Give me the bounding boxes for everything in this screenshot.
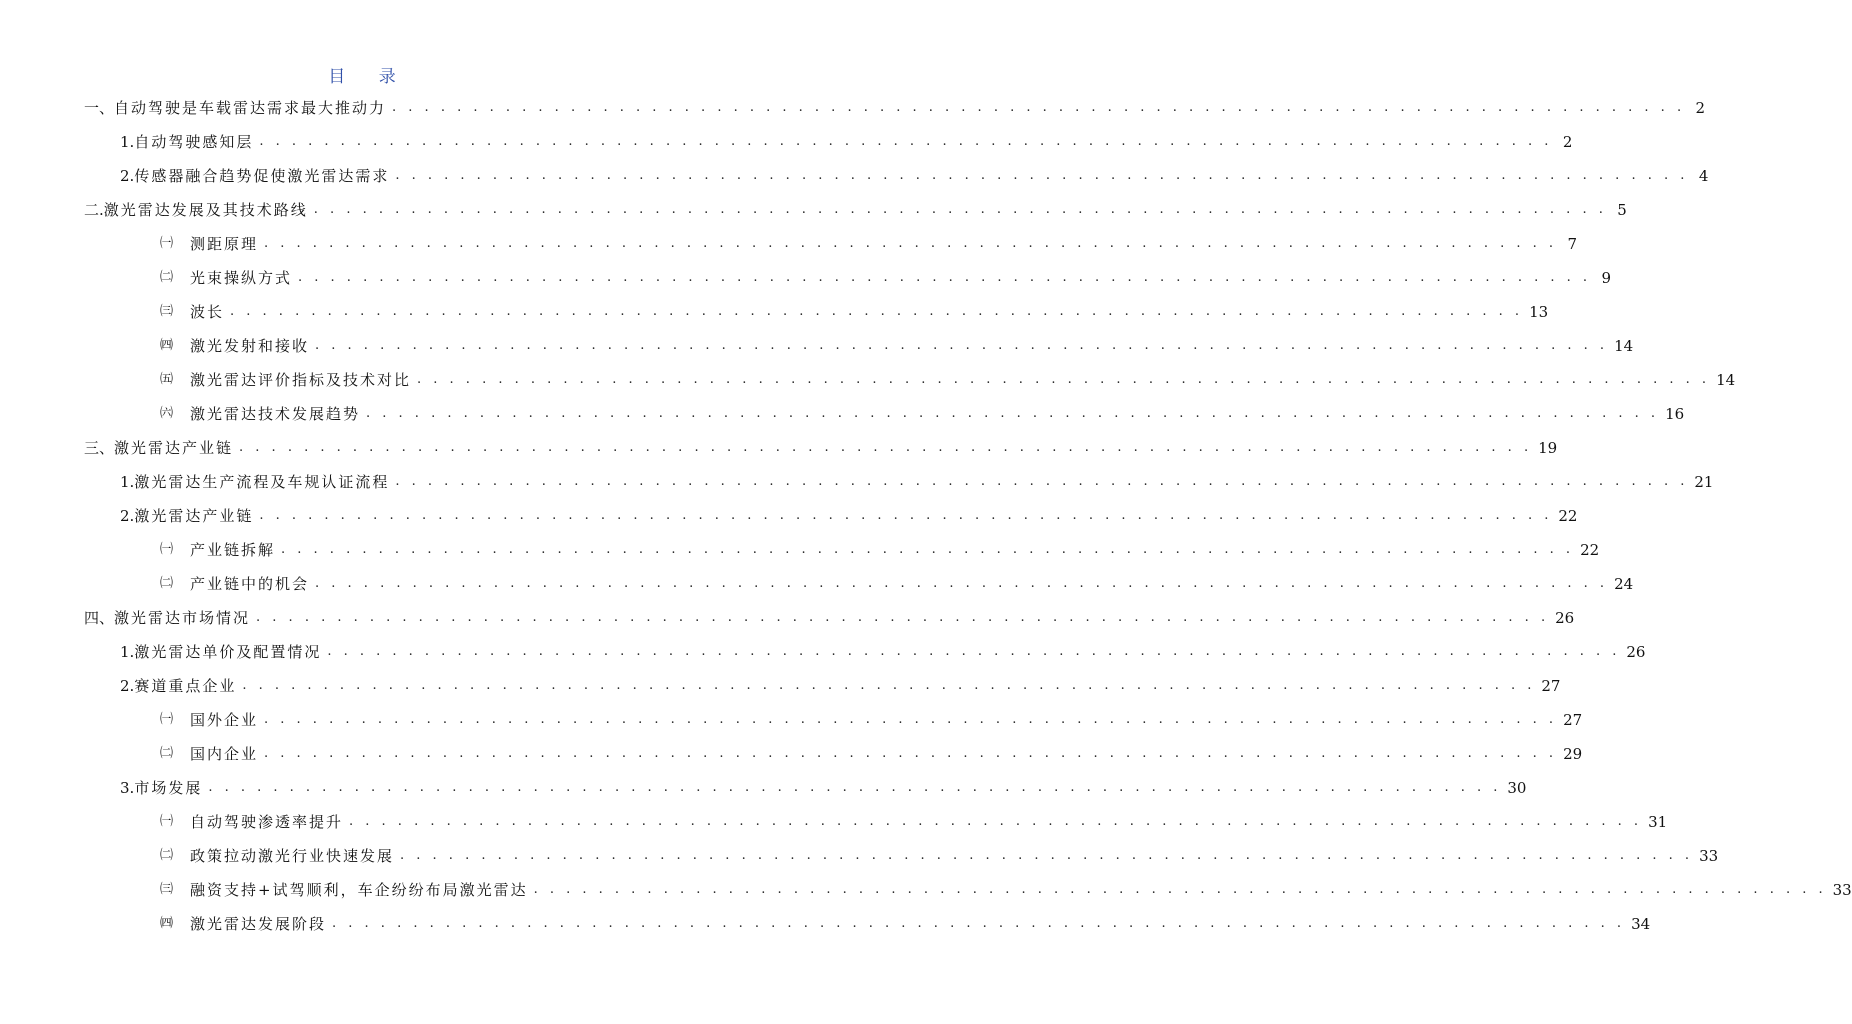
toc-entry[interactable] [0,227,1578,261]
toc-entry-number: 2. [120,507,135,525]
toc-entry-title: 波长 [190,303,225,321]
toc-entry-title: 政策拉动激光行业快速发展 [190,847,395,865]
toc-page-number: 21 [1694,473,1714,491]
toc-list [0,91,1852,941]
toc-entry-number: ㈢ [160,304,174,319]
toc-page-number: 19 [1538,439,1558,457]
toc-dot-leader: . . . . . . . . . . . . . . . . . . . . . . . . . . . . . . . . . . . . . . . . . . . . . . . . . . . . . . . . . . . . . . . . . . . . . . . . . . . . . . . . [366,406,1660,421]
toc-page-number: 34 [1631,915,1651,933]
toc-entry-title: 国外企业 [190,711,259,729]
toc-entry-title: 激光雷达市场情况 [114,609,251,627]
toc-entry-title: 激光雷达发展阶段 [190,915,327,933]
toc-entry[interactable] [0,601,1575,635]
toc-entry-title: 激光雷达单价及配置情况 [134,643,322,661]
toc-entry[interactable] [0,397,1685,431]
toc-page-number: 2 [1695,99,1706,117]
toc-entry-number: 1. [120,133,135,151]
toc-dot-leader: . . . . . . . . . . . . . . . . . . . . . . . . . . . . . . . . . . . . . . . . . . . . . . . . . . . . . . . . . . . . . . . . . . . . . . . . . . . . . . . . [242,678,1536,693]
toc-dot-leader: . . . . . . . . . . . . . . . . . . . . . . . . . . . . . . . . . . . . . . . . . . . . . . . . . . . . . . . . . . . . . . . . . . . . . . . . . . . . . . . . [533,882,1827,897]
toc-entry[interactable] [0,873,1852,907]
toc-entry[interactable] [0,431,1558,465]
toc-dot-leader: . . . . . . . . . . . . . . . . . . . . . . . . . . . . . . . . . . . . . . . . . . . . . . . . . . . . . . . . . . . . . . . . . . . . . . . . . . . . . . . . [298,270,1592,285]
toc-entry[interactable] [0,295,1549,329]
toc-entry-number: 2. [120,167,135,185]
toc-page-number: 14 [1716,371,1736,389]
toc-entry-number: ㈡ [160,746,174,761]
toc-page-number: 26 [1626,643,1646,661]
toc-page-number: 29 [1563,745,1583,763]
toc-entry[interactable] [0,533,1600,567]
toc-page-number: 4 [1698,167,1709,185]
toc-entry[interactable] [0,703,1583,737]
toc-entry-title: 国内企业 [190,745,259,763]
toc-dot-leader: . . . . . . . . . . . . . . . . . . . . . . . . . . . . . . . . . . . . . . . . . . . . . . . . . . . . . . . . . . . . . . . . . . . . . . . . . . . . . . . . [395,168,1689,183]
toc-entry-number: ㈣ [160,338,174,353]
toc-entry-title: 测距原理 [190,235,259,253]
toc-entry[interactable] [0,261,1612,295]
toc-page-number: 33 [1699,847,1719,865]
toc-entry[interactable] [0,635,1646,669]
toc-entry-title: 传感器融合趋势促使激光雷达需求 [134,167,390,185]
toc-dot-leader: . . . . . . . . . . . . . . . . . . . . . . . . . . . . . . . . . . . . . . . . . . . . . . . . . . . . . . . . . . . . . . . . . . . . . . . . . . . . . . . . [256,610,1550,625]
toc-dot-leader: . . . . . . . . . . . . . . . . . . . . . . . . . . . . . . . . . . . . . . . . . . . . . . . . . . . . . . . . . . . . . . . . . . . . . . . . . . . . . . . . [395,474,1689,489]
toc-entry-number: ㈡ [160,270,174,285]
toc-dot-leader: . . . . . . . . . . . . . . . . . . . . . . . . . . . . . . . . . . . . . . . . . . . . . . . . . . . . . . . . . . . . . . . . . . . . . . . . . . . . . . . . [264,712,1558,727]
toc-dot-leader: . . . . . . . . . . . . . . . . . . . . . . . . . . . . . . . . . . . . . . . . . . . . . . . . . . . . . . . . . . . . . . . . . . . . . . . . . . . . . . . . [264,746,1558,761]
toc-page-number: 22 [1558,507,1578,525]
toc-dot-leader: . . . . . . . . . . . . . . . . . . . . . . . . . . . . . . . . . . . . . . . . . . . . . . . . . . . . . . . . . . . . . . . . . . . . . . . . . . . . . . . . [349,814,1643,829]
toc-dot-leader: . . . . . . . . . . . . . . . . . . . . . . . . . . . . . . . . . . . . . . . . . . . . . . . . . . . . . . . . . . . . . . . . . . . . . . . . . . . . . . . . [230,304,1524,319]
toc-entry-title: 激光雷达产业链 [134,507,254,525]
toc-entry-number: ㈡ [160,848,174,863]
toc-entry[interactable] [0,363,1736,397]
toc-entry[interactable] [0,567,1634,601]
toc-entry-title: 融资支持+试驾顺利，车企纷纷布局激光雷达 [190,881,528,899]
toc-page-number: 24 [1614,575,1634,593]
toc-entry-title: 激光雷达技术发展趋势 [190,405,361,423]
toc-page-number: 7 [1567,235,1578,253]
toc-page-number: 16 [1665,405,1685,423]
toc-entry[interactable] [0,329,1634,363]
toc-entry-number: 2. [120,677,135,695]
toc-entry-title: 市场发展 [134,779,203,797]
toc-entry-number: ㈡ [160,576,174,591]
toc-entry[interactable] [0,465,1714,499]
toc-entry[interactable] [0,805,1668,839]
toc-entry[interactable] [0,669,1561,703]
toc-entry[interactable] [0,159,1709,193]
toc-page-number: 13 [1529,303,1549,321]
toc-entry[interactable] [0,193,1627,227]
toc-page-number: 33 [1832,881,1852,899]
toc-entry-title: 激光雷达发展及其技术路线 [103,201,308,219]
toc-dot-leader: . . . . . . . . . . . . . . . . . . . . . . . . . . . . . . . . . . . . . . . . . . . . . . . . . . . . . . . . . . . . . . . . . . . . . . . . . . . . . . . . [259,508,1553,523]
toc-page-number: 5 [1617,201,1627,219]
toc-page-number: 22 [1580,541,1600,559]
toc-dot-leader: . . . . . . . . . . . . . . . . . . . . . . . . . . . . . . . . . . . . . . . . . . . . . . . . . . . . . . . . . . . . . . . . . . . . . . . . . . . . . . . . [400,848,1694,863]
toc-page-number: 9 [1601,269,1612,287]
toc-dot-leader: . . . . . . . . . . . . . . . . . . . . . . . . . . . . . . . . . . . . . . . . . . . . . . . . . . . . . . . . . . . . . . . . . . . . . . . . . . . . . . . . [332,916,1626,931]
toc-dot-leader: . . . . . . . . . . . . . . . . . . . . . . . . . . . . . . . . . . . . . . . . . . . . . . . . . . . . . . . . . . . . . . . . . . . . . . . . . . . . . . . . [315,576,1609,591]
toc-entry-number: 3. [120,779,135,797]
toc-page-number: 27 [1563,711,1583,729]
toc-entry-title: 自动驾驶感知层 [134,133,254,151]
toc-dot-leader: . . . . . . . . . . . . . . . . . . . . . . . . . . . . . . . . . . . . . . . . . . . . . . . . . . . . . . . . . . . . . . . . . . . . . . . . . . . . . . . . [239,440,1533,455]
toc-dot-leader: . . . . . . . . . . . . . . . . . . . . . . . . . . . . . . . . . . . . . . . . . . . . . . . . . . . . . . . . . . . . . . . . . . . . . . . . . . . . . . . . [259,134,1553,149]
toc-page-number: 2 [1562,133,1573,151]
toc-entry-number: 四、 [84,609,115,627]
toc-entry-title: 激光雷达评价指标及技术对比 [190,371,412,389]
toc-entry[interactable] [0,839,1719,873]
toc-entry-number: ㈥ [160,406,174,421]
toc-entry-title: 光束操纵方式 [190,269,293,287]
toc-entry-number: ㈠ [160,542,174,557]
toc-entry[interactable] [0,125,1573,159]
toc-entry[interactable] [0,737,1583,771]
toc-dot-leader: . . . . . . . . . . . . . . . . . . . . . . . . . . . . . . . . . . . . . . . . . . . . . . . . . . . . . . . . . . . . . . . . . . . . . . . . . . . . . . . . [313,202,1607,217]
toc-entry[interactable] [0,499,1578,533]
toc-title: 目 录 [328,67,410,87]
toc-entry[interactable] [0,91,1706,125]
toc-entry-number: ㈤ [160,372,174,387]
toc-dot-leader: . . . . . . . . . . . . . . . . . . . . . . . . . . . . . . . . . . . . . . . . . . . . . . . . . . . . . . . . . . . . . . . . . . . . . . . . . . . . . . . . [315,338,1609,353]
toc-entry-title: 自动驾驶渗透率提升 [190,813,344,831]
toc-entry[interactable] [0,907,1651,941]
toc-page-number: 26 [1555,609,1575,627]
toc-entry-title: 自动驾驶是车载雷达需求最大推动力 [114,99,387,117]
toc-dot-leader: . . . . . . . . . . . . . . . . . . . . . . . . . . . . . . . . . . . . . . . . . . . . . . . . . . . . . . . . . . . . . . . . . . . . . . . . . . . . . . . . [264,236,1558,251]
toc-entry-title: 赛道重点企业 [134,677,237,695]
toc-entry-title: 激光雷达生产流程及车规认证流程 [134,473,390,491]
toc-entry-title: 产业链中的机会 [190,575,310,593]
toc-entry-number: 1. [120,473,135,491]
toc-dot-leader: . . . . . . . . . . . . . . . . . . . . . . . . . . . . . . . . . . . . . . . . . . . . . . . . . . . . . . . . . . . . . . . . . . . . . . . . . . . . . . . . [208,780,1502,795]
toc-entry-number: ㈠ [160,236,174,251]
toc-entry-number: ㈠ [160,814,174,829]
toc-entry-number: ㈠ [160,712,174,727]
toc-entry-title: 激光雷达产业链 [114,439,234,457]
toc-dot-leader: . . . . . . . . . . . . . . . . . . . . . . . . . . . . . . . . . . . . . . . . . . . . . . . . . . . . . . . . . . . . . . . . . . . . . . . . . . . . . . . . [281,542,1575,557]
toc-entry-number: 二. [84,201,104,219]
toc-entry-number: ㈢ [160,882,174,897]
toc-page-number: 27 [1541,677,1561,695]
toc-entry-number: 1. [120,643,135,661]
toc-entry-number: ㈣ [160,916,174,931]
toc-entry-title: 产业链拆解 [190,541,276,559]
toc-page-number: 31 [1648,813,1668,831]
toc-entry-number: 一、 [84,99,115,117]
toc-entry-number: 三、 [84,439,115,457]
toc-entry[interactable] [0,771,1527,805]
toc-dot-leader: . . . . . . . . . . . . . . . . . . . . . . . . . . . . . . . . . . . . . . . . . . . . . . . . . . . . . . . . . . . . . . . . . . . . . . . . . . . . . . . . [392,100,1686,115]
toc-dot-leader: . . . . . . . . . . . . . . . . . . . . . . . . . . . . . . . . . . . . . . . . . . . . . . . . . . . . . . . . . . . . . . . . . . . . . . . . . . . . . . . . [327,644,1621,659]
toc-page-number: 14 [1614,337,1634,355]
toc-entry-title: 激光发射和接收 [190,337,310,355]
toc-dot-leader: . . . . . . . . . . . . . . . . . . . . . . . . . . . . . . . . . . . . . . . . . . . . . . . . . . . . . . . . . . . . . . . . . . . . . . . . . . . . . . . . [417,372,1711,387]
toc-page-number: 30 [1507,779,1527,797]
